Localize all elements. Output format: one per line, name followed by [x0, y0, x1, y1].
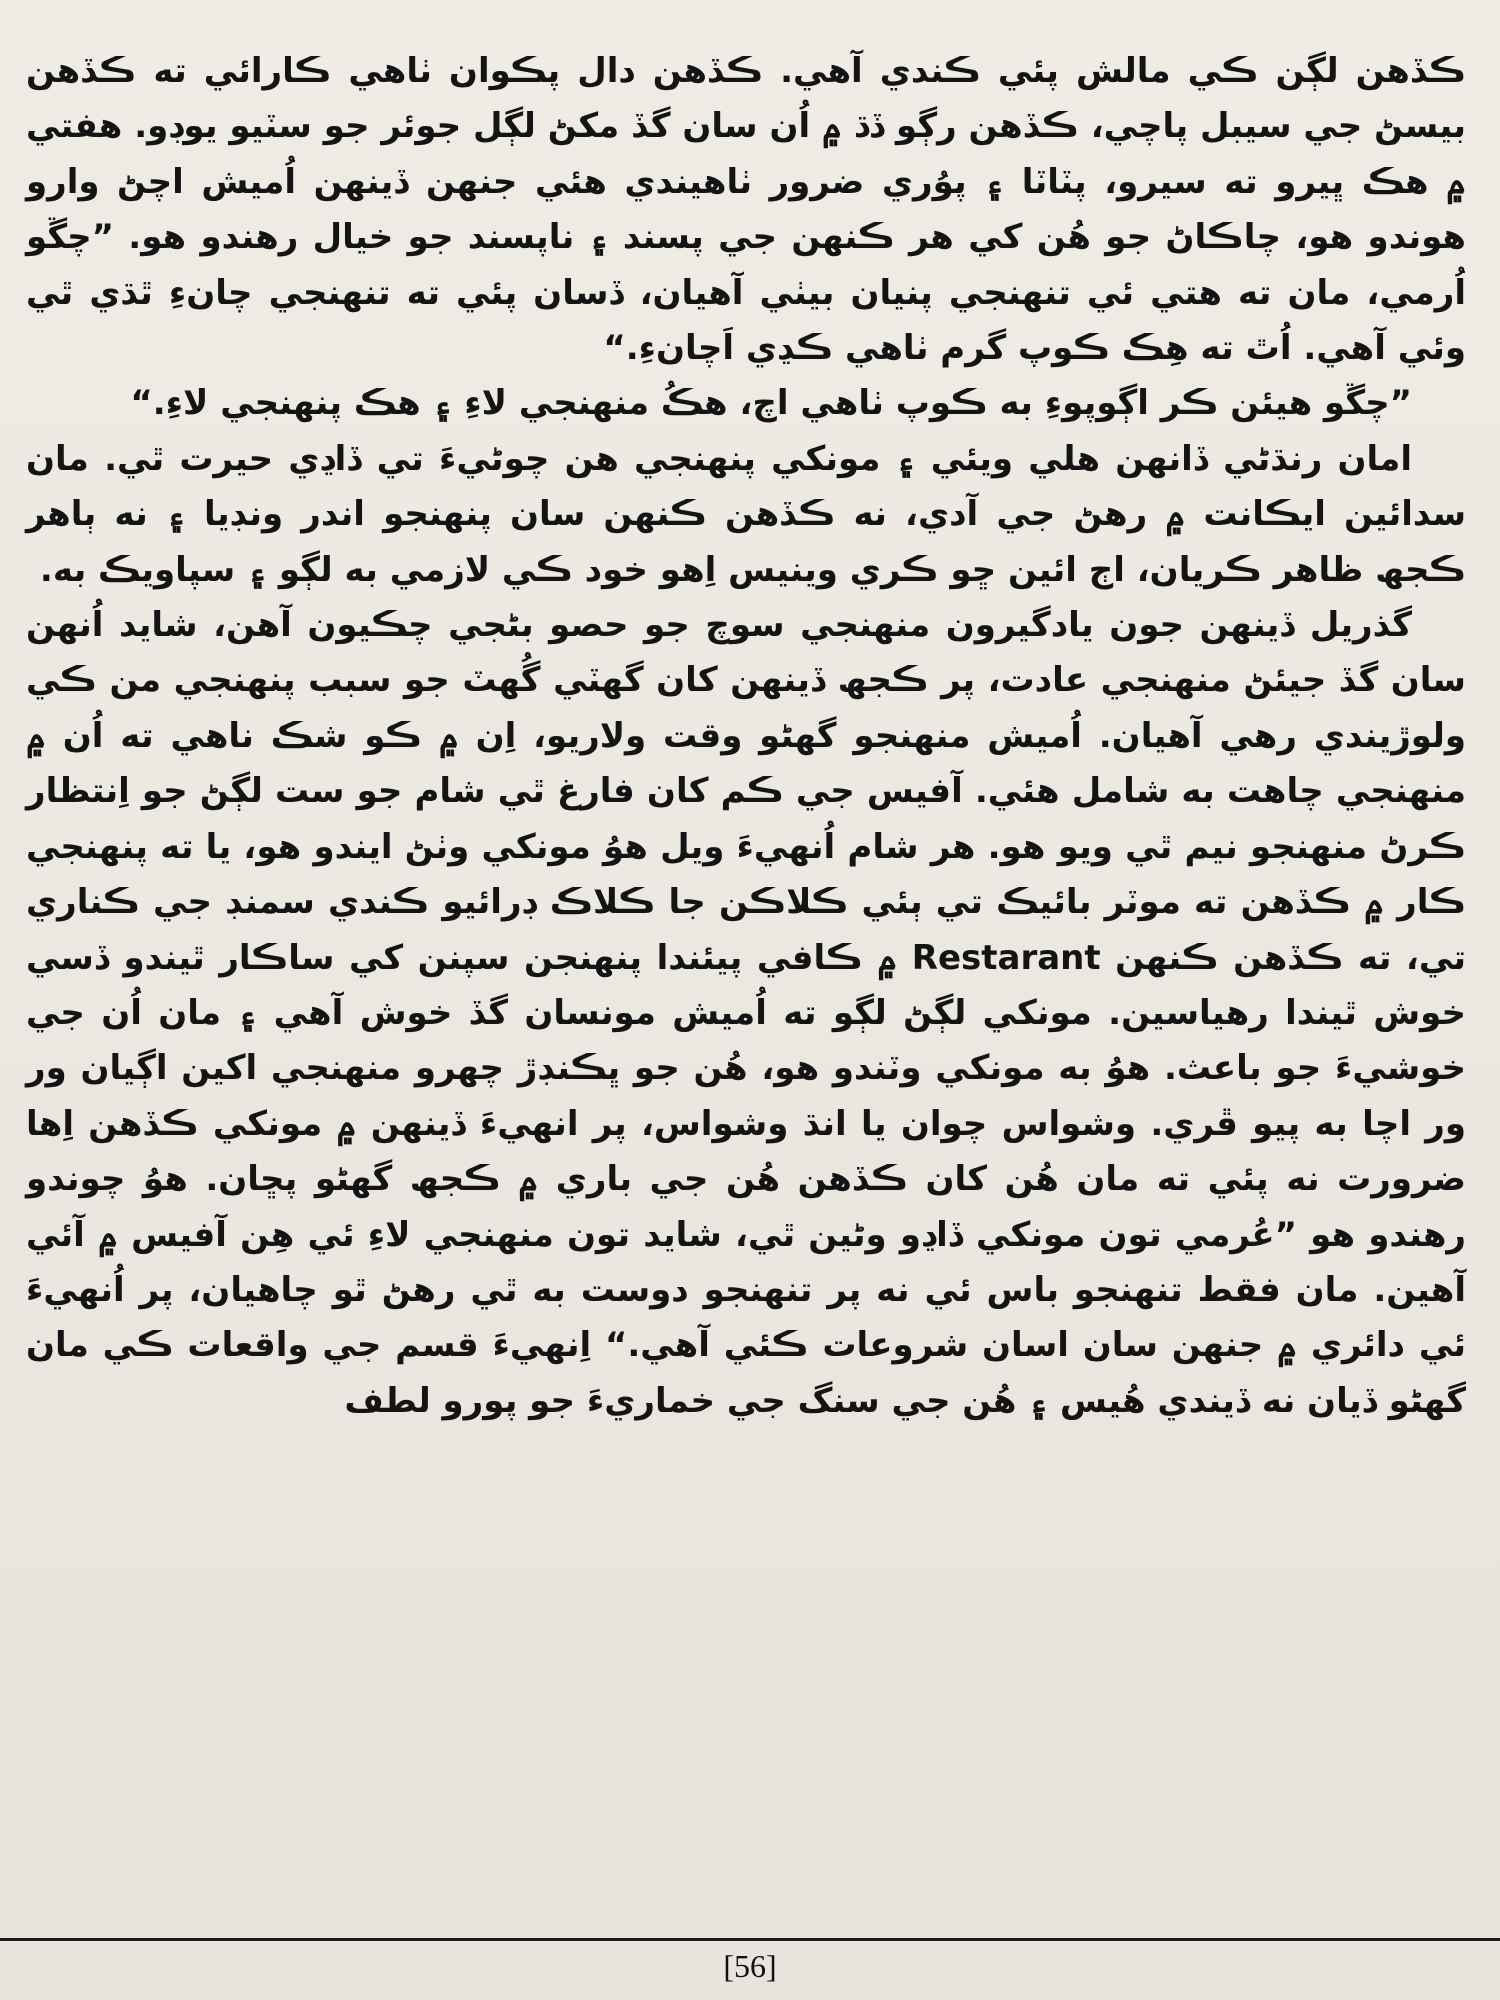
- page-number: [56]: [723, 1948, 777, 1984]
- paragraph-1: ڪڏهن لڳن ڪي مالش پئي ڪندي آهي. ڪڏهن دال پڪوان ٺاهي ڪارائي ته ڪڏهن بيسڻ جي سيبل پاچي، ڪڏهن رڳو ڏڌ ۾ اُن سان گڏ مکڻ لڳل جوئر جو سٽيو يوڊو. هفتي ۾ هڪ ڀيرو ته سيرو، پٽاٽا ۽ پوُري ضرور ٺاهيندي هئي جنهن ڏينهن اُميش اچڻ وارو هوندو هو، چاڪاڻ جو هُن کي هر ڪنهن جي پسند ۽ ناپسند جو خيال رهندو هو. ”چڱو اُرمي، مان ته هتي ئي تنهنجي پنيان بيٺي آهيان، ڏسان پئي ته تنهنجي چانءِ ٿڌي ٿي وئي آهي. اُٿ ته هِڪ ڪوپ گرم ٺاهي ڪڍي اَچانءِ.“: [26, 51, 1466, 369]
- paragraph-3: امان رنڌڻي ڏانهن هلي ويئي ۽ مونکي پنهنجي هن چوڻيءَ تي ڏاڍي حيرت ٿي. مان سدائين ايڪانت ۾ رهڻ جي آدي، نه ڪڏهن ڪنهن سان پنهنجو اندر ونڊيا ۽ نه ٻاهر ڪجھ ظاهر ڪريان، اڄ ائين ڇو ڪري وينيس اِهو خود ڪي لازمي به لڳو ۽ سپاويڪ به.: [26, 438, 1466, 590]
- paragraph-4: گذريل ڏينهن جون يادگيرون منهنجي سوچ جو حصو بڻجي چڪيون آهن، شايد اُنهن سان گڏ جيئڻ منهنجي عادت، پر ڪجھ ڏينهن کان گهٽي گُهٽ جو سبب پنهنجي من ڪي ولوڙيندي رهي آهيان. اُميش منهنجو گهڻو وقت ولاريو، اِن ۾ ڪو شڪ ناهي ته اُن ۾ منهنجي چاهت به شامل هئي. آفيس جي ڪم کان فارغ ٿي شام جو ست لڳڻ جو اِنتظار ڪرڻ منهنجو نيم ٿي ويو هو. هر شام اُنهيءَ ويل هوُ مونکي وٺڻ ايندو هو، يا ته پنهنجي ڪار ۾ ڪڏهن ته موٽر بائيڪ تي ٻئي ڪلاڪن جا ڪلاڪ ڊرائيو ڪندي سمنڊ جي ڪناري تي، ته ڪڏهن ڪنهن Restarant ۾ ڪافي پيئندا پنهنجن سپنن کي ساڪار ٿيندو ڏسي خوش ٿيندا رهياسين. مونکي لڳڻ لڳو ته اُميش مونسان گڏ خوش آهي ۽ مان اُن جي خوشيءَ جو باعث. هوُ به مونکي وٽندو هو، هُن جو ڀڪنڊڙ چهرو منهنجي اکين اڳيان ور ور اچا به پيو ڦري. وشواس چوان يا انڌ وشواس، پر انهيءَ ڏينهن ۾ مونکي ڪڏهن اِها ضرورت نه پئي ته مان هُن کان ڪڏهن هُن جي باري ۾ ڪجھ گهڻو پڇان. هوُ چوندو رهندو هو ”عُرمي تون مونکي ڏاڍو وڻين ٿي، شايد تون منهنجي لاءِ ئي هِن آفيس ۾ آئي آهين. مان فقط تنهنجو باس ئي نه پر تنهنجو دوست به ٿي رهڻ ٿو چاهيان، پر اُنهيءَ ئي دائري ۾ جنهن سان اسان شروعات ڪئي آهي.“ اِنهيءَ قسم جي واقعات ڪي مان گهڻو ڏيان نه ڏيندي هُيس ۽ هُن جي سنگ جي خماريءَ جو پورو لطف: [26, 605, 1466, 1421]
- paragraph-2: ”چڱو هيئن ڪر اڳوپوءِ به ڪوپ ٺاهي اچ، هڪُ منهنجي لاءِ ۽ هڪ پنهنجي لاءِ.“: [130, 383, 1412, 424]
- footer-divider: [0, 1938, 1500, 1941]
- page-body-text: [26, 44, 1466, 1429]
